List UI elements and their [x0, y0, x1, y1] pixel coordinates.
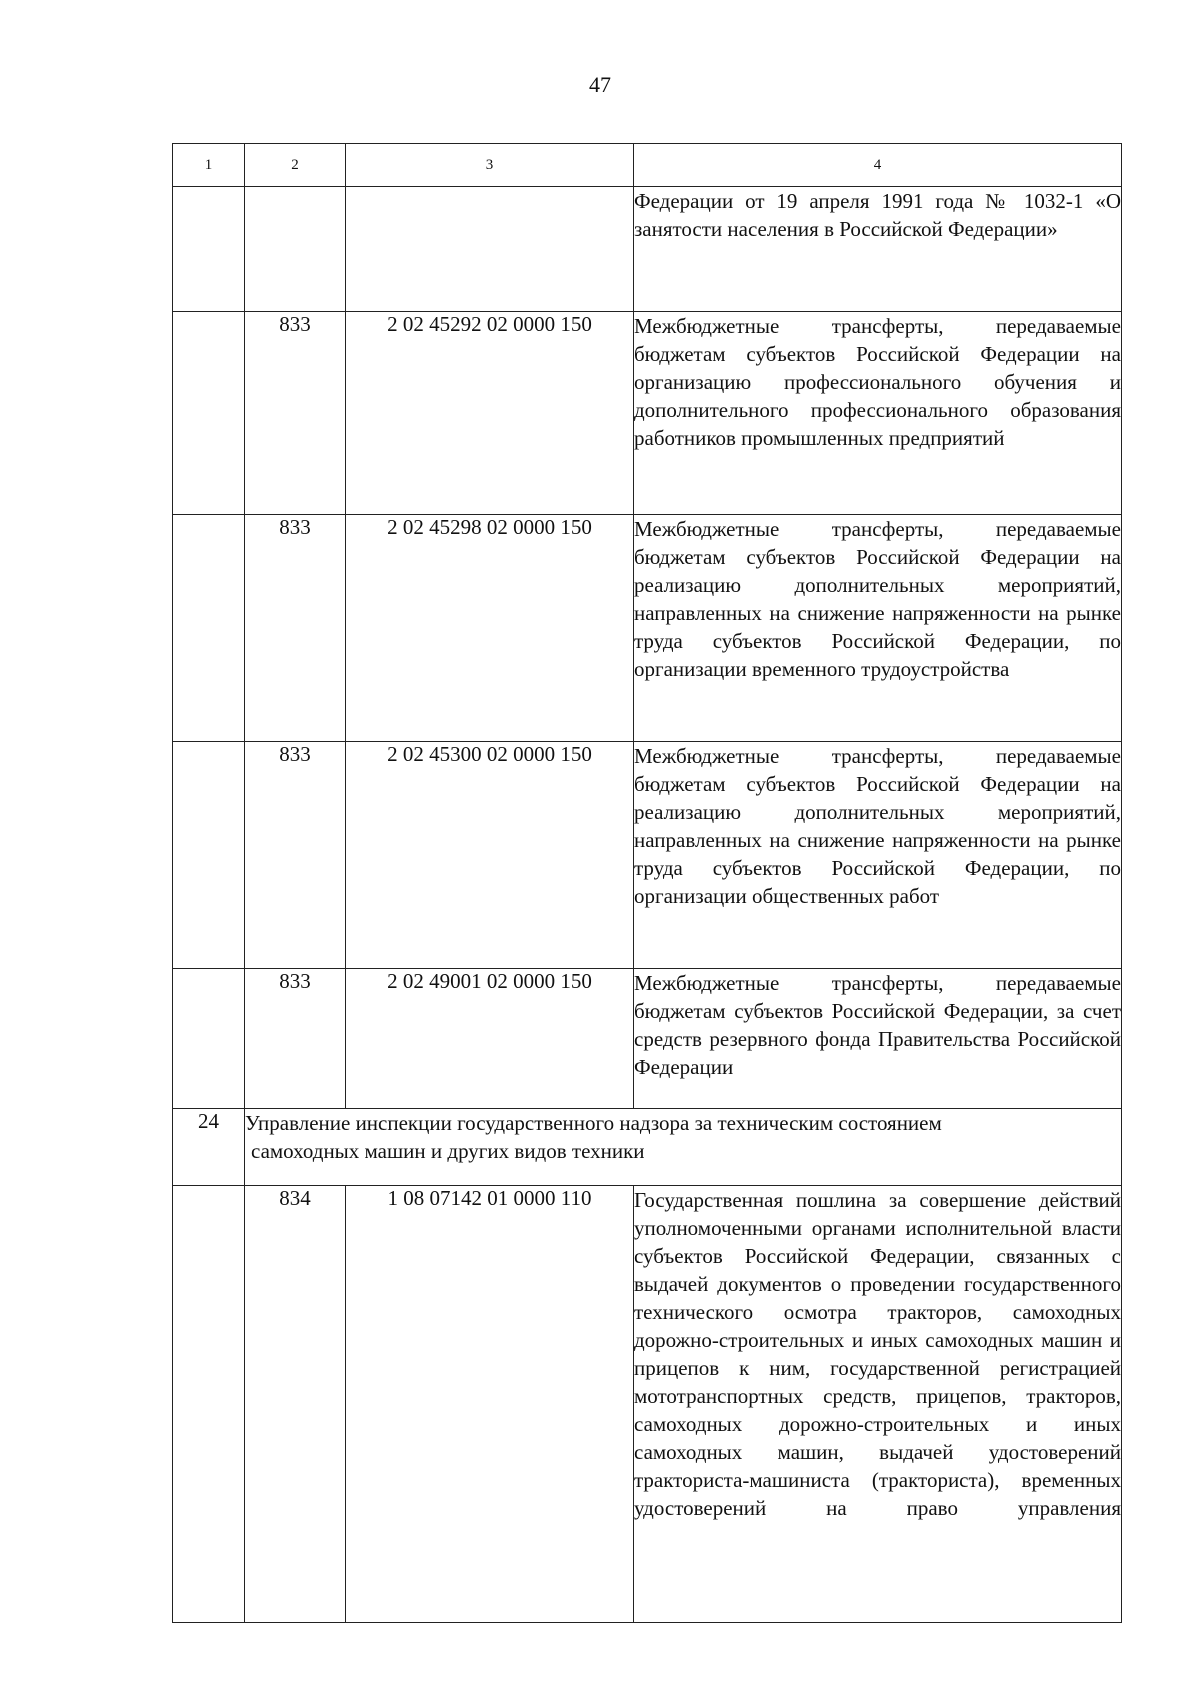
table-row — [173, 969, 1122, 1109]
column-header-1: 1 — [173, 144, 245, 187]
section-title-line-2: самоходных машин и других видов техники — [251, 1139, 645, 1163]
admin-code-cell — [245, 187, 346, 312]
section-number: 24 — [173, 1109, 245, 1186]
budget-code-cell — [346, 187, 634, 312]
section-cell — [173, 515, 245, 742]
budget-code-cell: 2 02 45292 02 0000 150 — [346, 312, 634, 515]
description-cell: Федерации от 19 апреля 1991 года № 1032-1 «О занятости населения в Российской Федерации» — [634, 187, 1122, 312]
column-number-row — [173, 144, 1122, 187]
budget-code-cell: 2 02 45298 02 0000 150 — [346, 515, 634, 742]
section-cell — [173, 742, 245, 969]
budget-code-cell: 2 02 45300 02 0000 150 — [346, 742, 634, 969]
table-row — [173, 187, 1122, 312]
description-cell: Межбюджетные трансферты, передаваемые бюджетам субъектов Российской Федерации на реализацию дополнительных мероприятий, направленных на снижение напряженности на рынке труда субъектов Российской Федерации, по организации временного трудоустройства — [634, 515, 1122, 742]
page-number: 47 — [589, 72, 611, 97]
table-row — [173, 312, 1122, 515]
description-cell: Межбюджетные трансферты, передаваемые бюджетам субъектов Российской Федерации, за счет средств резервного фонда Правительства Российской Федерации — [634, 969, 1122, 1109]
budget-code-cell: 1 08 07142 01 0000 110 — [346, 1186, 634, 1623]
section-title-line-1: Управление инспекции государственного надзора за техническим состоянием — [245, 1111, 942, 1135]
section-title — [245, 1109, 1122, 1186]
table-row — [173, 742, 1122, 969]
admin-code-cell: 833 — [245, 515, 346, 742]
section-cell — [173, 312, 245, 515]
column-header-3: 3 — [346, 144, 634, 187]
table-row — [173, 1186, 1122, 1623]
admin-code-cell: 833 — [245, 969, 346, 1109]
budget-code-cell: 2 02 49001 02 0000 150 — [346, 969, 634, 1109]
admin-code-cell: 834 — [245, 1186, 346, 1623]
table-row — [173, 515, 1122, 742]
column-header-2: 2 — [245, 144, 346, 187]
column-header-4: 4 — [634, 144, 1122, 187]
section-cell — [173, 969, 245, 1109]
description-cell: Межбюджетные трансферты, передаваемые бюджетам субъектов Российской Федерации на реализацию дополнительных мероприятий, направленных на снижение напряженности на рынке труда субъектов Российской Федерации, по организации общественных работ — [634, 742, 1122, 969]
section-cell — [173, 1186, 245, 1623]
section-cell — [173, 187, 245, 312]
revenue-codes-table — [172, 143, 1122, 1623]
section-header-row — [173, 1109, 1122, 1186]
description-cell: Государственная пошлина за совершение действий уполномоченными органами исполнительной власти субъектов Российской Федерации, связанных с выдачей документов о проведении государственного технического осмотра тракторов, самоходных дорожно-строительных и иных самоходных машин и прицепов к ним, государственной регистрацией мототранспортных средств, прицепов, тракторов, самоходных дорожно-строительных и иных самоходных машин, выдачей удостоверений тракториста-машиниста (тракториста), временных удостоверений на право управления — [634, 1186, 1122, 1623]
description-cell: Межбюджетные трансферты, передаваемые бюджетам субъектов Российской Федерации на организацию профессионального обучения и дополнительного профессионального образования работников промышленных предприятий — [634, 312, 1122, 515]
admin-code-cell: 833 — [245, 742, 346, 969]
admin-code-cell: 833 — [245, 312, 346, 515]
